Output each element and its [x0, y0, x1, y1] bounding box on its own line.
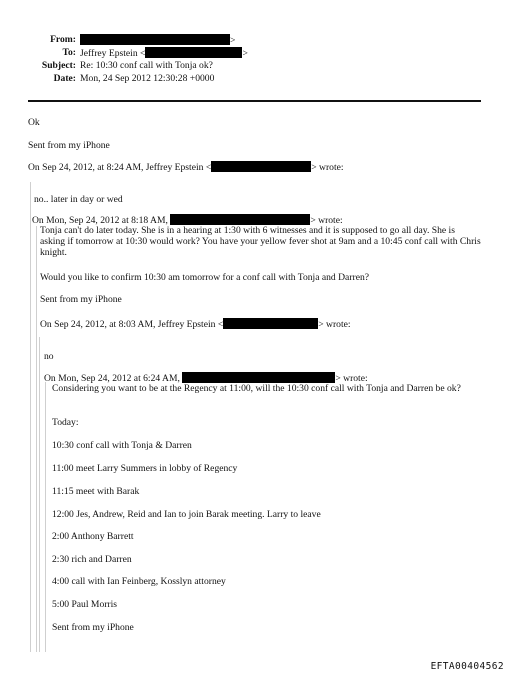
to-value: [80, 47, 248, 59]
quote-bar-4: [45, 382, 46, 652]
schedule-item: 2:30 rich and Darren: [52, 554, 132, 565]
date-label: Date:: [53, 73, 76, 84]
sent-from-iphone: Sent from my iPhone: [40, 294, 122, 305]
to-suffix: >: [242, 48, 248, 59]
schedule-item: 11:15 meet with Barak: [52, 486, 140, 497]
today-label: Today:: [52, 417, 79, 428]
document-id: EFTA00404562: [430, 661, 504, 672]
reply-no: no: [44, 351, 54, 362]
subject-value: Re: 10:30 conf call with Tonja ok?: [80, 60, 213, 71]
to-name: Jeffrey Epstein <: [80, 48, 146, 59]
schedule-item: 4:00 call with Ian Feinberg, Kosslyn attorney: [52, 576, 226, 587]
redaction-bar: [211, 161, 311, 172]
sent-from-iphone: Sent from my iPhone: [52, 622, 134, 633]
message-regency: Considering you want to be at the Regency at 11:00, will the 10:30 conf call with Tonja and Darren be ok?: [52, 383, 461, 394]
schedule-item: 11:00 meet Larry Summers in lobby of Regency: [52, 463, 238, 474]
message-confirm: Would you like to confirm 10:30 am tomorrow for a conf call with Tonja and Darren?: [40, 272, 370, 283]
sent-from-iphone: Sent from my iPhone: [28, 140, 110, 151]
from-suffix: >: [230, 35, 236, 46]
reply-later: no.. later in day or wed: [34, 194, 123, 205]
to-label: To:: [62, 47, 76, 58]
reply-ok: Ok: [28, 117, 40, 128]
quote-header-4: On Mon, Sep 24, 2012 at 6:24 AM, > wrote:: [44, 373, 368, 384]
quote-bar-1: [30, 182, 31, 652]
schedule-item: 12:00 Jes, Andrew, Reid and Ian to join Barak meeting. Larry to leave: [52, 509, 321, 520]
schedule-item: 10:30 conf call with Tonja & Darren: [52, 440, 192, 451]
quote-header-3: On Sep 24, 2012, at 8:03 AM, Jeffrey Epstein < > wrote:: [40, 319, 351, 330]
redaction-bar: [170, 214, 310, 225]
quote-bar-2: [36, 226, 37, 652]
subject-label: Subject:: [41, 60, 76, 71]
header-divider: [28, 100, 481, 102]
quote-bar-3: [39, 337, 40, 652]
redaction-bar: [182, 372, 335, 383]
redaction-bar: [223, 318, 318, 329]
quote-header-2: On Mon, Sep 24, 2012 at 8:18 AM, > wrote:: [32, 215, 343, 226]
date-value: Mon, 24 Sep 2012 12:30:28 +0000: [80, 73, 215, 84]
from-label: From:: [50, 34, 76, 45]
from-value: [80, 34, 235, 46]
quote-header-1: On Sep 24, 2012, at 8:24 AM, Jeffrey Epstein < > wrote:: [28, 162, 344, 173]
schedule-item: 5:00 Paul Morris: [52, 599, 118, 610]
schedule-item: 2:00 Anthony Barrett: [52, 531, 134, 542]
redaction-bar: [80, 34, 230, 45]
redaction-bar: [145, 47, 242, 58]
message-tonja: Tonja can't do later today. She is in a hearing at 1:30 with 6 witnesses and it is supposed to go all day. She is asking if tomorrow at 10:30 would work? You have your yellow fever shot at 9am and a 10:45 conf call with Chris knight.: [40, 225, 481, 258]
